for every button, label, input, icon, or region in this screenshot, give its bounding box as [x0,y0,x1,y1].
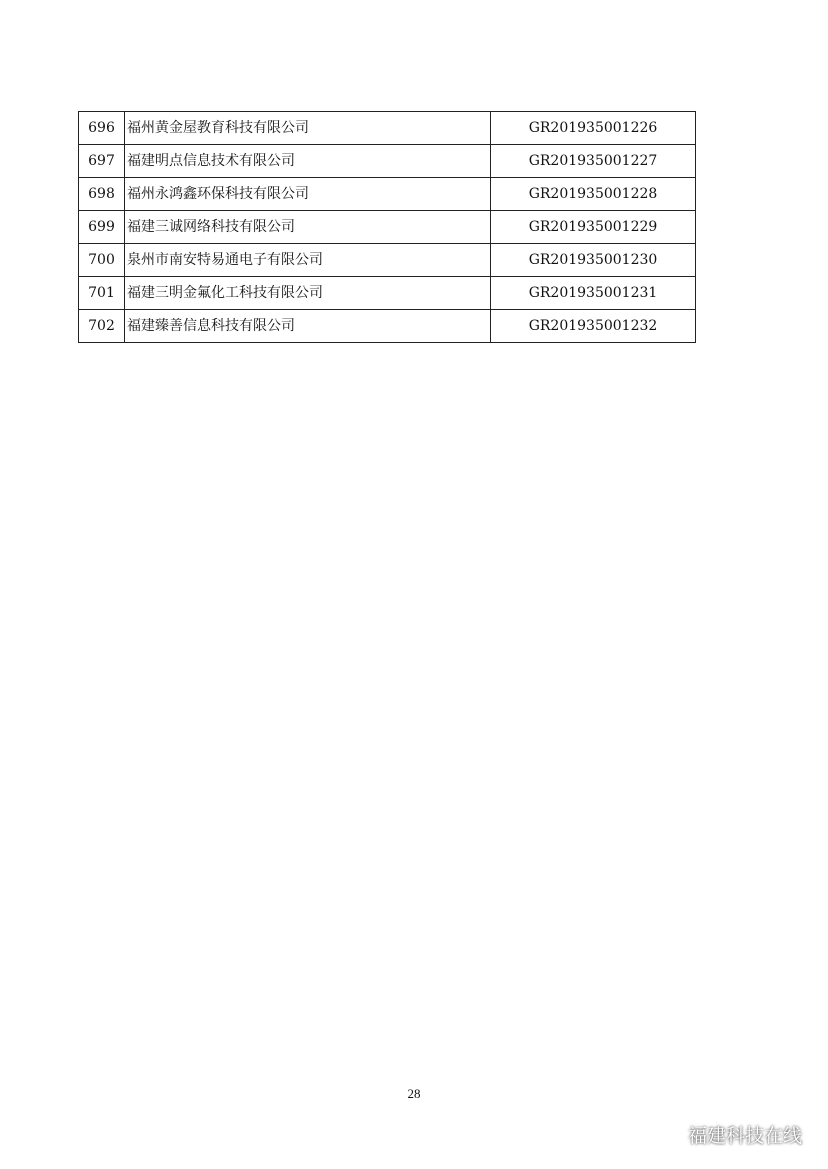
row-number: 697 [79,145,125,178]
company-name: 福建明点信息技术有限公司 [125,145,491,178]
table-row [79,310,696,343]
page-number: 28 [407,1086,421,1101]
company-name: 泉州市南安特易通电子有限公司 [125,244,491,277]
row-number: 698 [79,178,125,211]
table-row [79,244,696,277]
watermark-text: 福建科技在线 [687,1125,802,1147]
row-number: 700 [79,244,125,277]
table-row [79,178,696,211]
company-name: 福建臻善信息科技有限公司 [125,310,491,343]
certificate-code: GR201935001230 [491,244,696,277]
certificate-code: GR201935001228 [491,178,696,211]
row-number: 699 [79,211,125,244]
wechat-icon [653,1123,683,1147]
row-number: 701 [79,277,125,310]
table-row [79,112,696,145]
company-name: 福州永鸿鑫环保科技有限公司 [125,178,491,211]
table-row [79,145,696,178]
certificate-code: GR201935001226 [491,112,696,145]
certificate-table [78,111,696,343]
certificate-code: GR201935001227 [491,145,696,178]
table-row [79,211,696,244]
table-row [79,277,696,310]
company-name: 福建三诚网络科技有限公司 [125,211,491,244]
row-number: 696 [79,112,125,145]
certificate-code: GR201935001231 [491,277,696,310]
certificate-code: GR201935001232 [491,310,696,343]
company-name: 福州黄金屋教育科技有限公司 [125,112,491,145]
certificate-table-body [79,112,696,343]
certificate-code: GR201935001229 [491,211,696,244]
row-number: 702 [79,310,125,343]
company-name: 福建三明金氟化工科技有限公司 [125,277,491,310]
watermark [653,1121,802,1148]
